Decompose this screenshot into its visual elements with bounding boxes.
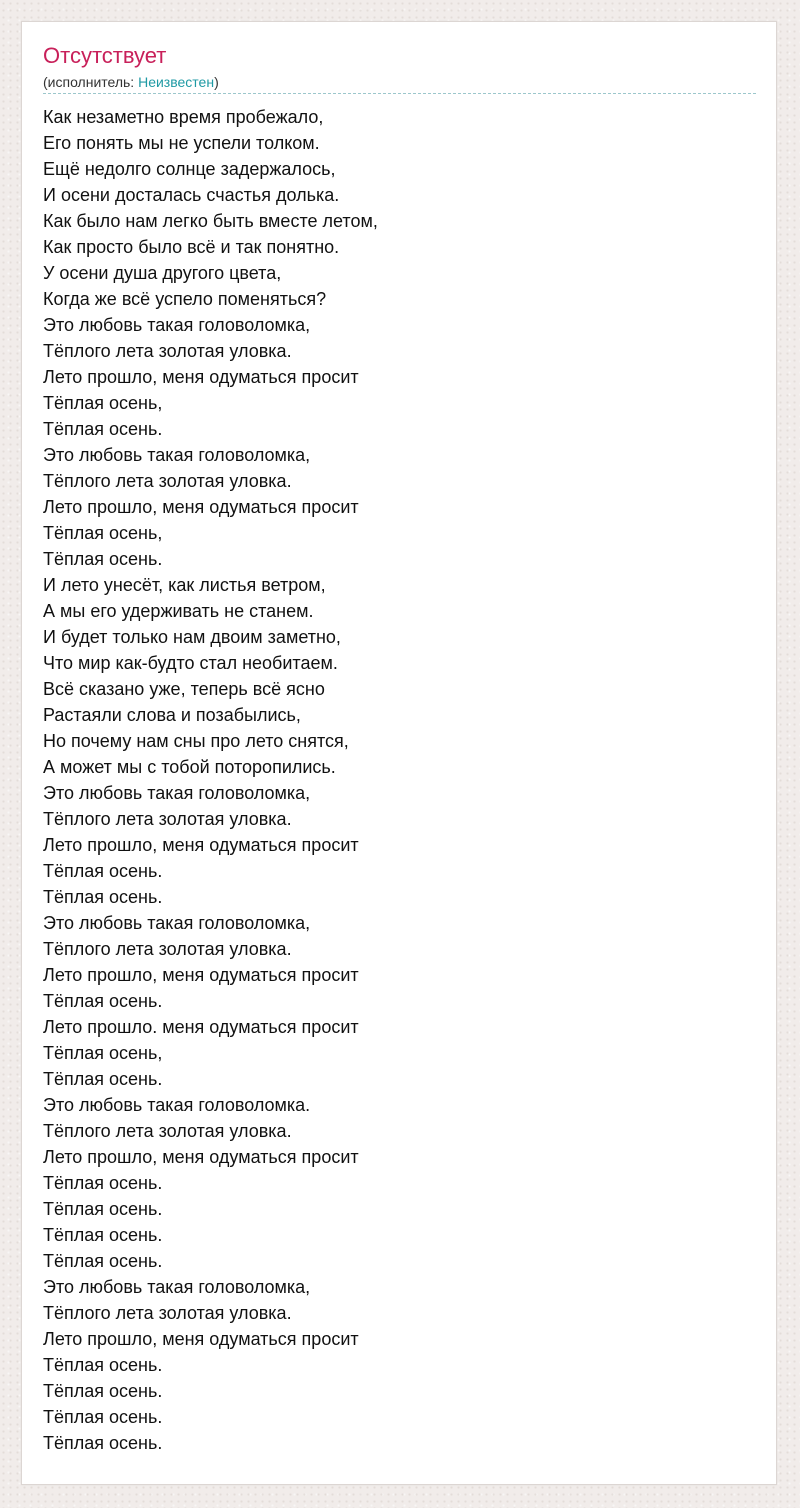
- lyric-line: Что мир как-будто стал необитаем.: [43, 653, 338, 673]
- lyric-line: Но почему нам сны про лето снятся,: [43, 731, 349, 751]
- lyric-line: Ещё недолго солнце задержалось,: [43, 159, 336, 179]
- lyrics-card: [21, 21, 777, 1485]
- lyric-line: Тёплая осень,: [43, 393, 163, 413]
- lyric-line: Тёплая осень.: [43, 549, 163, 569]
- lyric-line: Тёплого лета золотая уловка.: [43, 341, 292, 361]
- lyric-line: Лето прошло, меня одуматься просит: [43, 497, 359, 517]
- artist-line: [43, 73, 219, 91]
- lyric-line: Это любовь такая головоломка,: [43, 783, 311, 803]
- lyric-line: Тёплая осень.: [43, 1225, 163, 1245]
- lyric-line: Когда же всё успело поменяться?: [43, 289, 327, 309]
- lyric-line: Тёплая осень.: [43, 1433, 163, 1453]
- lyric-line: Тёплая осень.: [43, 1069, 163, 1089]
- song-title: Отсутствует: [43, 43, 167, 68]
- lyric-line: Тёплая осень.: [43, 1355, 163, 1375]
- lyric-line: Его понять мы не успели толком.: [43, 133, 320, 153]
- lyric-line: Как незаметно время пробежало,: [43, 107, 324, 127]
- lyric-line: Как просто было всё и так понятно.: [43, 237, 340, 257]
- lyric-line: Тёплая осень,: [43, 523, 163, 543]
- lyric-line: Всё сказано уже, теперь всё ясно: [43, 679, 325, 699]
- lyric-line: И осени досталась счастья долька.: [43, 185, 340, 205]
- lyric-line: Тёплая осень,: [43, 1043, 163, 1063]
- lyric-line: Тёплая осень.: [43, 991, 163, 1011]
- lyric-line: Тёплого лета золотая уловка.: [43, 939, 292, 959]
- lyric-line: Тёплая осень.: [43, 861, 163, 881]
- lyric-line: А может мы с тобой поторопились.: [43, 757, 336, 777]
- lyric-line: Лето прошло, меня одуматься просит: [43, 367, 359, 387]
- lyric-line: Это любовь такая головоломка,: [43, 315, 311, 335]
- lyric-line: Тёплая осень.: [43, 419, 163, 439]
- lyric-line: Это любовь такая головоломка.: [43, 1095, 311, 1115]
- lyric-line: Лето прошло, меня одуматься просит: [43, 835, 359, 855]
- lyric-line: Тёплая осень.: [43, 1199, 163, 1219]
- lyric-line: А мы его удерживать не станем.: [43, 601, 314, 621]
- lyric-line: Тёплого лета золотая уловка.: [43, 809, 292, 829]
- artist-prefix: (исполнитель:: [43, 74, 139, 90]
- lyric-line: Тёплого лета золотая уловка.: [43, 471, 292, 491]
- lyric-line: И будет только нам двоим заметно,: [43, 627, 341, 647]
- title-divider: [43, 93, 756, 94]
- lyric-line: Тёплого лета золотая уловка.: [43, 1121, 292, 1141]
- lyric-line: Тёплого лета золотая уловка.: [43, 1303, 292, 1323]
- lyric-line: Это любовь такая головоломка,: [43, 1277, 311, 1297]
- lyric-line: Это любовь такая головоломка,: [43, 445, 311, 465]
- lyric-line: Как было нам легко быть вместе летом,: [43, 211, 378, 231]
- lyric-line: Тёплая осень.: [43, 1407, 163, 1427]
- lyric-line: Тёплая осень.: [43, 1251, 163, 1271]
- lyric-line: Лето прошло, меня одуматься просит: [43, 965, 359, 985]
- lyric-line: Лето прошло, меня одуматься просит: [43, 1147, 359, 1167]
- lyric-line: Растаяли слова и позабылись,: [43, 705, 301, 725]
- artist-link[interactable]: Неизвестен: [138, 74, 215, 90]
- lyrics-body: [43, 104, 743, 1456]
- lyric-line: И лето унесёт, как листья ветром,: [43, 575, 326, 595]
- lyric-line: У осени душа другого цвета,: [43, 263, 282, 283]
- lyric-line: Лето прошло. меня одуматься просит: [43, 1017, 359, 1037]
- lyric-line: Тёплая осень.: [43, 1173, 163, 1193]
- lyric-line: Это любовь такая головоломка,: [43, 913, 311, 933]
- artist-suffix: ): [214, 74, 219, 90]
- lyric-line: Тёплая осень.: [43, 1381, 163, 1401]
- lyric-line: Лето прошло, меня одуматься просит: [43, 1329, 359, 1349]
- lyric-line: Тёплая осень.: [43, 887, 163, 907]
